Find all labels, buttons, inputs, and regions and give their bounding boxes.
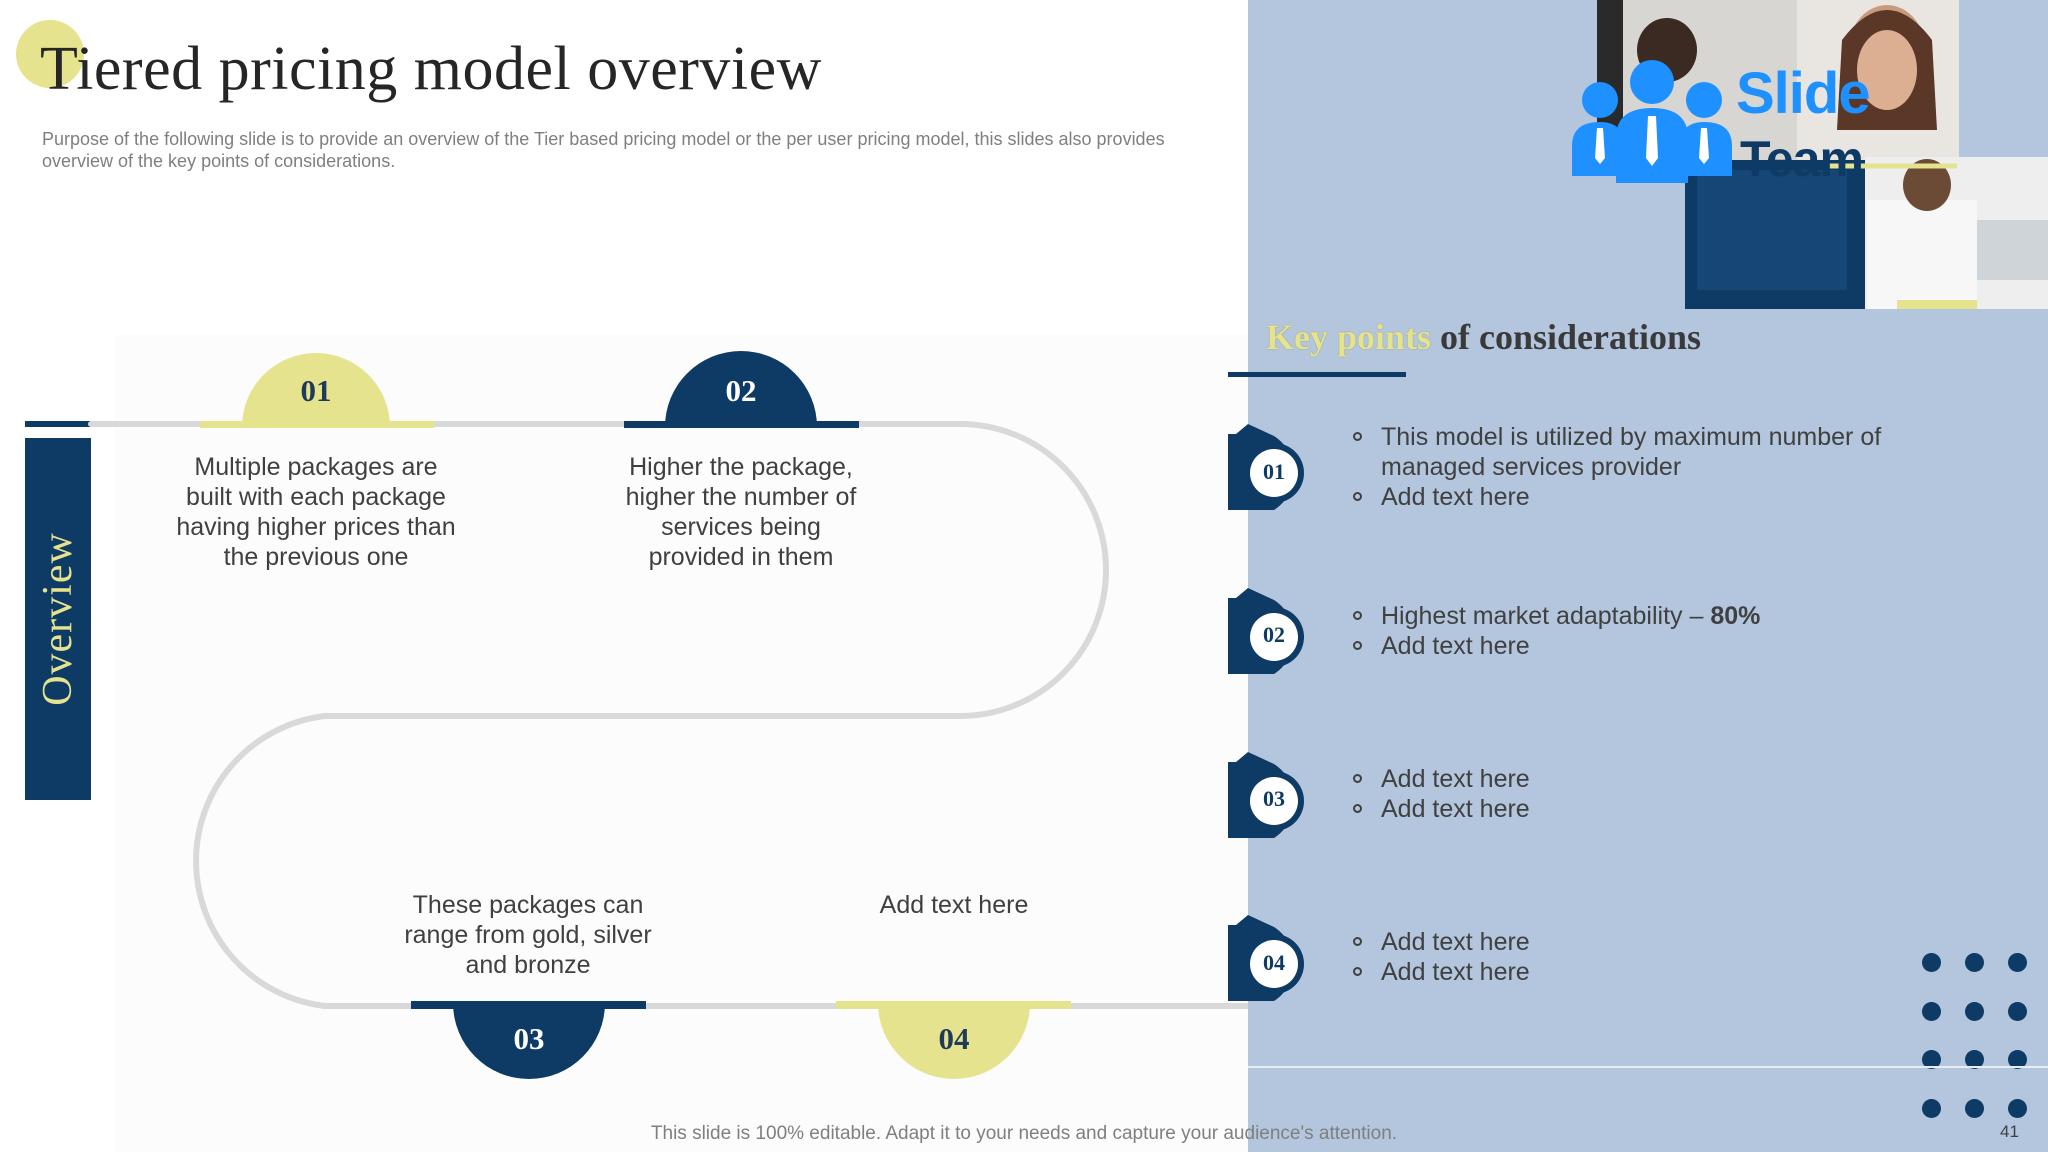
list-item: Add text here [1350, 927, 1950, 957]
list-item: Add text here [1350, 794, 1950, 824]
key-points-heading-highlight: Key points [1266, 317, 1432, 357]
step-04-text: Add text here [879, 891, 1029, 919]
list-item: This model is utilized by maximum number of managed services provider [1350, 422, 1930, 482]
step-04-number: 04 [938, 1021, 970, 1056]
step-03-number: 03 [513, 1021, 545, 1056]
page-title: Tiered pricing model overview [40, 35, 822, 103]
key-point-01-list [1350, 422, 1930, 512]
step-01-text: Multiple packages are built with each package having higher prices than the previous one [176, 453, 456, 571]
page-number: 41 [2000, 1122, 2019, 1141]
footer-divider [1248, 1066, 2048, 1068]
list-item: Add text here [1350, 764, 1950, 794]
overview-label: Overview [35, 532, 81, 706]
list-item: Add text here [1350, 631, 1950, 661]
footer-note: This slide is 100% editable. Adapt it to your needs and capture your audience's attention. [650, 1123, 1398, 1144]
logo-text-slide: Slide [1736, 61, 1870, 126]
key-point-04-number: 04 [1263, 950, 1285, 975]
key-point-02-list [1350, 601, 1950, 661]
key-points-heading [1266, 316, 1701, 358]
key-point-03-list [1350, 764, 1950, 824]
step-02-text: Higher the package, higher the number of services being provided in them [625, 453, 857, 571]
key-point-01-number: 01 [1263, 459, 1285, 484]
key-points-heading-rest: of considerations [1431, 317, 1702, 357]
list-item: Add text here [1350, 957, 1950, 987]
list-item: Highest market adaptability – 80% [1350, 601, 1950, 631]
key-point-04-list [1350, 927, 1950, 987]
people-logo-icon [1572, 58, 1732, 183]
page-subtitle: Purpose of the following slide is to provide an overview of the Tier based pricing model or the per user pricing model, this slides also provides overview of the key points of considerations. [42, 129, 1165, 171]
key-points-underline [1228, 372, 1406, 377]
adaptability-value: 80% [1710, 602, 1761, 630]
logo-text-team: Team [1740, 131, 1863, 187]
step-01-number: 01 [300, 373, 332, 408]
key-point-02-number: 02 [1263, 622, 1285, 647]
key-point-03-number: 03 [1263, 786, 1285, 811]
step-03-text: These packages can range from gold, silver and bronze [404, 891, 652, 979]
list-item: Add text here [1350, 482, 1930, 512]
step-02-number: 02 [725, 373, 757, 408]
